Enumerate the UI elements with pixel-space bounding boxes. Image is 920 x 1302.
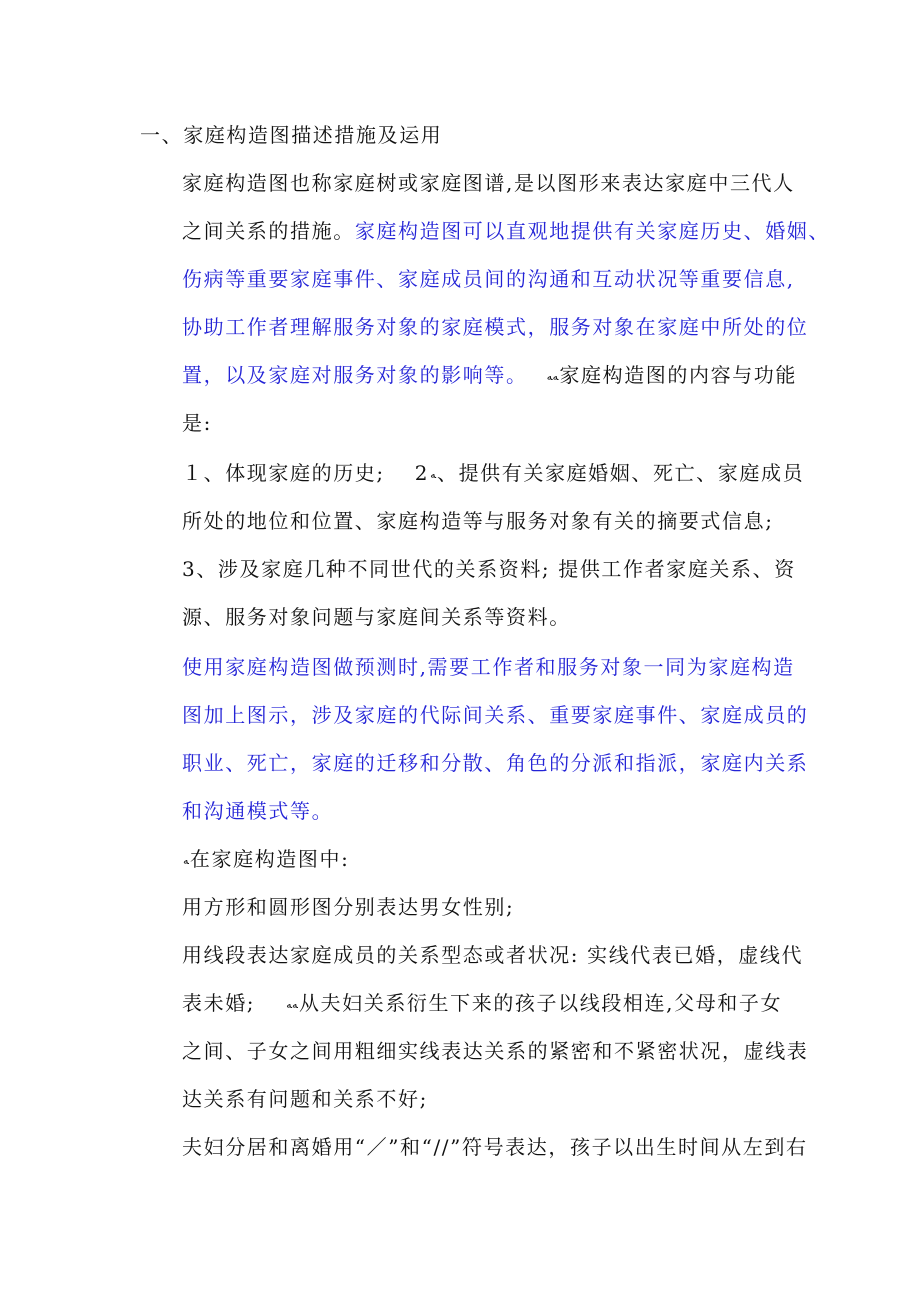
section-heading: 一、家庭构造图描述措施及运用	[140, 123, 443, 147]
paragraph-line	[182, 217, 830, 245]
list-text: 、提供有关家庭婚姻、死亡、家庭成员	[436, 461, 805, 485]
text-segment: 之间关系的措施。	[182, 219, 355, 243]
paragraph-line: 家庭构造图也称家庭树或家庭图谱,是以图形来表达家庭中三代人	[182, 171, 795, 195]
list-item: 3、涉及家庭几种不同世代的关系资料; 提供工作者家庭关系、资	[182, 557, 796, 581]
highlighted-line: 协助工作者理解服务对象的家庭模式，服务对象在家庭中所处的位	[182, 315, 809, 339]
paragraph-line: 是:	[182, 411, 212, 435]
highlighted-line: 图加上图示，涉及家庭的代际间关系、重要家庭事件、家庭成员的	[182, 703, 809, 727]
text-segment: 在家庭构造图中:	[189, 847, 350, 871]
text-segment: 从夫妇关系衍生下来的孩子以线段相连,父母和子女	[298, 991, 783, 1015]
highlighted-line: 使用家庭构造图做预测时,需要工作者和服务对象一同为家庭构造	[182, 655, 795, 679]
paragraph-line	[182, 989, 782, 1019]
paragraph-line: 用线段表达家庭成员的关系型态或者状况: 实线代表已婚，虚线代	[182, 943, 804, 967]
text-segment: 家庭构造图的内容与功能	[559, 363, 798, 387]
glyph-mark: ﻪﻪ	[546, 370, 559, 383]
highlighted-text: 置，以及家庭对服务对象的影响等。	[182, 363, 528, 387]
paragraph-line: 用方形和圆形图分别表达男女性别;	[182, 895, 515, 919]
list-item-continued: 所处的地位和位置、家庭构造等与服务对象有关的摘要式信息;	[182, 509, 774, 533]
paragraph-line	[182, 845, 349, 875]
highlighted-line: 伤病等重要家庭事件、家庭成员间的沟通和互动状况等重要信息,	[182, 267, 795, 291]
list-number: 2	[414, 461, 430, 485]
highlighted-line: 和沟通模式等。	[182, 799, 334, 823]
list-item-continued: 源、服务对象问题与家庭间关系等资料。	[182, 605, 571, 629]
paragraph-line: 达关系有问题和关系不好;	[182, 1087, 428, 1111]
glyph-mark: ﻪ	[430, 468, 436, 481]
paragraph-line: 夫妇分居和离婚用“／”和“//”符号表达，孩子以出生时间从左到右	[182, 1135, 808, 1159]
paragraph-line	[182, 361, 797, 391]
highlighted-line: 职业、死亡，家庭的迁移和分散、角色的分派和指派，家庭内关系	[182, 751, 809, 775]
text-segment: 表未婚;	[182, 991, 256, 1015]
glyph-mark: ﻪ	[183, 854, 189, 867]
list-text: １、体现家庭的历史;	[182, 461, 385, 485]
list-item	[182, 459, 804, 489]
glyph-mark: ﻪﻪ	[286, 998, 298, 1011]
highlighted-text: 家庭构造图可以直观地提供有关家庭历史、婚姻、	[354, 219, 831, 243]
paragraph-line: 之间、子女之间用粗细实线表达关系的紧密和不紧密状况，虚线表	[182, 1039, 809, 1063]
